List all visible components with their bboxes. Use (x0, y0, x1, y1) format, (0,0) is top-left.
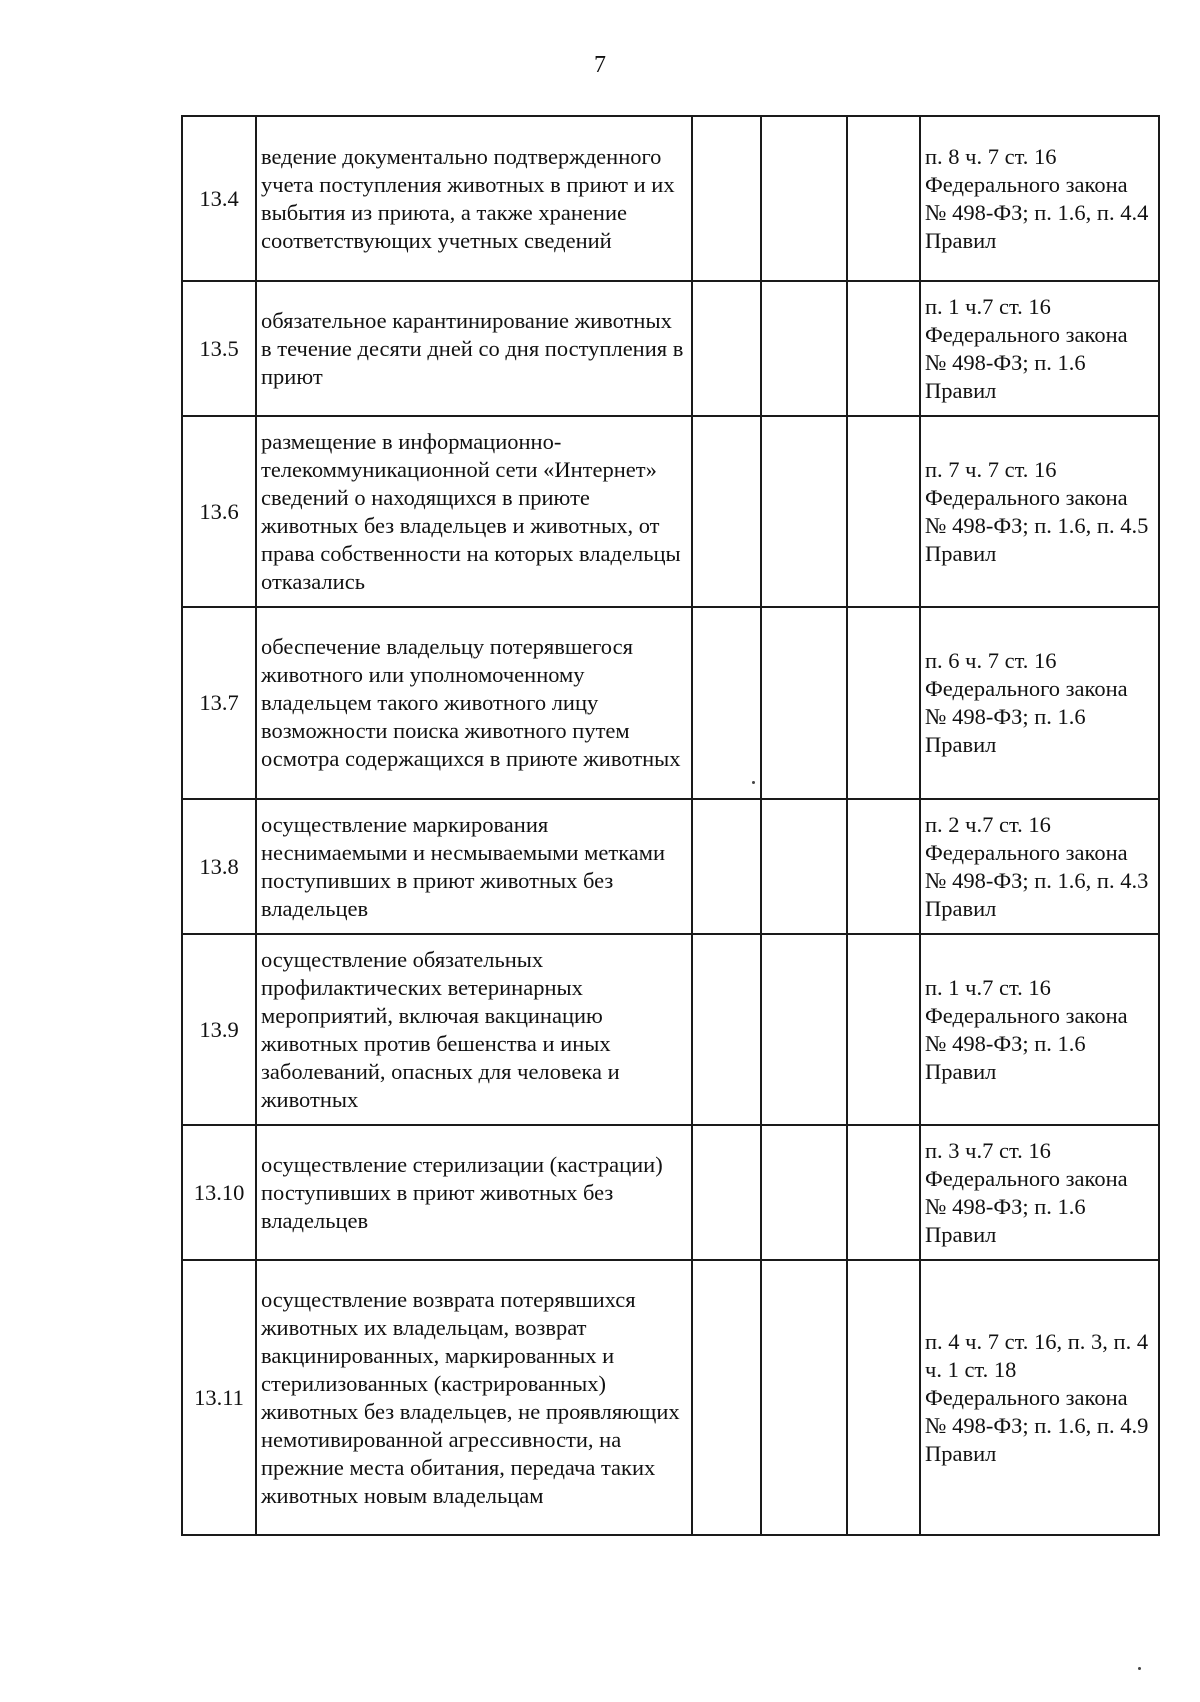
row-number: 13.6 (182, 416, 256, 607)
requirement-text: осуществление возврата потерявшихся животных их владельцам, возврат вакцинированных, маркированных и стерилизованных (кастрированных) животных без владельцев, не проявляющих немотивированной агрессивности, на прежние места обитания, передача таких животных новым владельцам (256, 1260, 692, 1535)
answer-cell[interactable] (847, 1125, 920, 1260)
answer-cell[interactable] (761, 1260, 847, 1535)
requirement-text: ведение документально подтвержденного учета поступления животных в приют и их выбытия из приюта, а также хранение соответствующих учетных сведений (256, 116, 692, 281)
table-row (182, 799, 1159, 934)
answer-cell[interactable] (761, 934, 847, 1125)
answer-cell[interactable] (761, 799, 847, 934)
row-number: 13.5 (182, 281, 256, 416)
answer-cell[interactable] (692, 934, 761, 1125)
table-row (182, 934, 1159, 1125)
answer-cell[interactable] (761, 116, 847, 281)
answer-cell[interactable] (692, 1260, 761, 1535)
answer-cell[interactable] (761, 1125, 847, 1260)
answer-cell[interactable] (761, 607, 847, 799)
legal-reference: п. 8 ч. 7 ст. 16 Федерального закона № 498-ФЗ; п. 1.6, п. 4.4 Правил (920, 116, 1159, 281)
row-number: 13.8 (182, 799, 256, 934)
answer-cell[interactable] (692, 1125, 761, 1260)
legal-reference: п. 1 ч.7 ст. 16 Федерального закона № 498-ФЗ; п. 1.6 Правил (920, 934, 1159, 1125)
row-number: 13.7 (182, 607, 256, 799)
table-row (182, 416, 1159, 607)
table-row (182, 1125, 1159, 1260)
row-number: 13.11 (182, 1260, 256, 1535)
legal-reference: п. 7 ч. 7 ст. 16 Федерального закона № 498-ФЗ; п. 1.6, п. 4.5 Правил (920, 416, 1159, 607)
scan-speck (1138, 1667, 1141, 1670)
answer-cell[interactable] (761, 281, 847, 416)
legal-reference: п. 3 ч.7 ст. 16 Федерального закона № 498-ФЗ; п. 1.6 Правил (920, 1125, 1159, 1260)
requirement-text: осуществление обязательных профилактических ветеринарных мероприятий, включая вакцинацию животных против бешенства и иных заболеваний, опасных для человека и животных (256, 934, 692, 1125)
answer-cell[interactable] (847, 116, 920, 281)
requirement-text: осуществление стерилизации (кастрации) поступивших в приют животных без владельцев (256, 1125, 692, 1260)
scan-speck (752, 781, 755, 784)
answer-cell[interactable] (847, 799, 920, 934)
answer-cell[interactable] (847, 607, 920, 799)
table-row (182, 281, 1159, 416)
answer-cell[interactable] (692, 416, 761, 607)
page-number: 7 (594, 52, 606, 78)
table-row (182, 607, 1159, 799)
legal-reference: п. 6 ч. 7 ст. 16 Федерального закона № 498-ФЗ; п. 1.6 Правил (920, 607, 1159, 799)
requirement-text: обеспечение владельцу потерявшегося животного или уполномоченному владельцем такого животного лицу возможности поиска животного путем осмотра содержащихся в приюте животных (256, 607, 692, 799)
row-number: 13.9 (182, 934, 256, 1125)
answer-cell[interactable] (692, 607, 761, 799)
legal-reference: п. 2 ч.7 ст. 16 Федерального закона № 498-ФЗ; п. 1.6, п. 4.3 Правил (920, 799, 1159, 934)
table-row (182, 1260, 1159, 1535)
answer-cell[interactable] (692, 116, 761, 281)
table-row (182, 116, 1159, 281)
answer-cell[interactable] (847, 1260, 920, 1535)
answer-cell[interactable] (847, 281, 920, 416)
answer-cell[interactable] (847, 416, 920, 607)
answer-cell[interactable] (692, 799, 761, 934)
answer-cell[interactable] (761, 416, 847, 607)
requirements-table (181, 115, 1160, 1536)
row-number: 13.4 (182, 116, 256, 281)
requirement-text: осуществление маркирования неснимаемыми и несмываемыми метками поступивших в приют животных без владельцев (256, 799, 692, 934)
requirement-text: размещение в информационно-телекоммуникационной сети «Интернет» сведений о находящихся в приюте животных без владельцев и животных, от права собственности на которых владельцы отказались (256, 416, 692, 607)
requirement-text: обязательное карантинирование животных в течение десяти дней со дня поступления в приют (256, 281, 692, 416)
answer-cell[interactable] (847, 934, 920, 1125)
legal-reference: п. 4 ч. 7 ст. 16, п. 3, п. 4 ч. 1 ст. 18 Федерального закона № 498-ФЗ; п. 1.6, п. 4.9 Правил (920, 1260, 1159, 1535)
row-number: 13.10 (182, 1125, 256, 1260)
legal-reference: п. 1 ч.7 ст. 16 Федерального закона № 498-ФЗ; п. 1.6 Правил (920, 281, 1159, 416)
answer-cell[interactable] (692, 281, 761, 416)
